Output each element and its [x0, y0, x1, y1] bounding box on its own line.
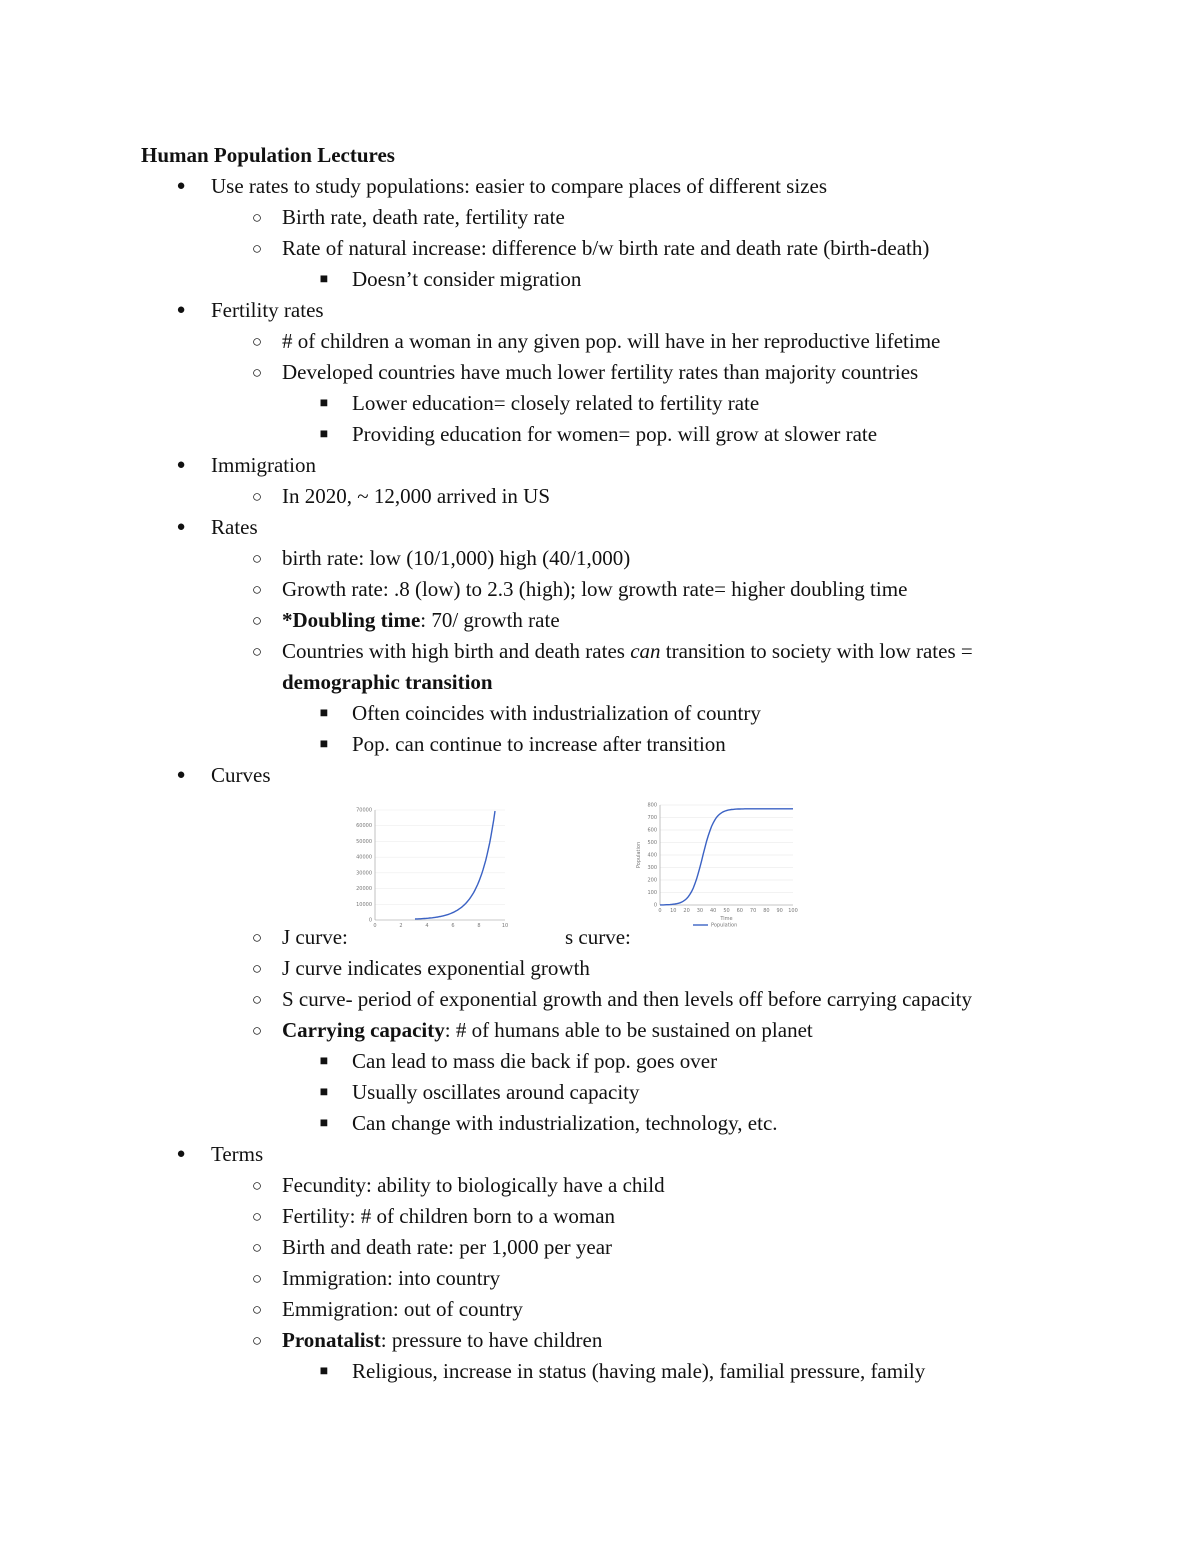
item-text: Growth rate: .8 (low) to 2.3 (high); low growth rate= higher doubling time [282, 577, 908, 601]
term-demographic-transition: demographic transition [282, 670, 493, 694]
bullet-icon: ■ [319, 737, 329, 752]
y-tick-label: 300 [647, 865, 657, 871]
list-item [319, 729, 726, 760]
list-item [176, 171, 828, 202]
list-item [251, 574, 908, 605]
term-doubling-time: *Doubling time [282, 608, 421, 632]
x-tick-label: 80 [763, 908, 770, 914]
list-item [319, 1077, 640, 1108]
bullet-icon: ● [176, 1146, 186, 1162]
y-tick-label: 0 [368, 917, 372, 924]
item-text: J curve indicates exponential growth [282, 956, 590, 980]
item-text: Usually oscillates around capacity [352, 1080, 640, 1104]
list-item [319, 698, 761, 729]
bullet-icon: ● [176, 457, 186, 473]
x-tick-label: 6 [451, 923, 455, 929]
x-tick-label: 8 [477, 923, 481, 929]
s-curve-chart [628, 795, 800, 945]
list-item [251, 202, 565, 233]
y-axis-label: Population [636, 841, 642, 869]
bullet-icon: ○ [251, 363, 263, 382]
x-tick-label: 0 [373, 923, 377, 929]
bullet-icon: ○ [251, 1269, 263, 1288]
j-curve-svg [345, 802, 520, 932]
item-text: Birth rate, death rate, fertility rate [282, 205, 565, 229]
x-tick-label: 40 [710, 908, 717, 914]
list-item [251, 953, 590, 984]
bullet-icon: ■ [319, 1054, 329, 1069]
bullet-icon: ● [176, 178, 186, 194]
legend-label: Population [711, 922, 738, 929]
list-item [319, 1046, 718, 1077]
bullet-icon: ■ [319, 396, 329, 411]
item-text: Emmigration: out of country [282, 1297, 523, 1321]
bullet-icon: ● [176, 767, 186, 783]
y-tick-label: 700 [647, 815, 657, 821]
list-item [176, 1139, 264, 1170]
bullet-icon: ● [176, 519, 186, 535]
bullet-icon: ○ [251, 239, 263, 258]
x-tick-label: 4 [425, 923, 429, 929]
page-title: Human Population Lectures [141, 143, 395, 167]
list-item [251, 1170, 665, 1201]
bullet-icon: ○ [251, 208, 263, 227]
x-tick-label: 70 [749, 908, 757, 914]
list-item [176, 450, 316, 481]
bullet-icon: ○ [251, 1238, 263, 1257]
bullet-icon: ○ [251, 1300, 263, 1319]
list-item [251, 1201, 616, 1232]
item-text: Can change with industrialization, technology, etc. [352, 1111, 778, 1135]
list-item [251, 1294, 523, 1325]
s-curve-line [660, 809, 793, 905]
bullet-icon: ○ [251, 332, 263, 351]
item-text: Can lead to mass die back if pop. goes over [352, 1049, 718, 1073]
item-text: Fertility: # of children born to a woman [282, 1204, 616, 1228]
item-text: : pressure to have children [380, 1328, 603, 1352]
bullet-icon: ■ [319, 1085, 329, 1100]
item-text: S curve- period of exponential growth and then levels off before carrying capacity [282, 987, 973, 1011]
x-tick-label: 0 [658, 908, 662, 914]
list-item [319, 1356, 926, 1387]
item-text: Often coincides with industrialization of country [352, 701, 761, 725]
x-tick-label: 60 [736, 908, 743, 914]
bullet-icon: ○ [251, 642, 263, 661]
item-text: Immigration: into country [282, 1266, 501, 1290]
bullet-icon: ○ [251, 928, 263, 947]
list-item [251, 984, 973, 1015]
item-text: J curve: [282, 925, 348, 949]
bullet-icon: ○ [251, 1207, 263, 1226]
y-tick-label: 400 [647, 852, 657, 859]
item-text: Immigration [211, 453, 316, 477]
item-text: Rates [211, 515, 258, 539]
list-item [251, 1325, 603, 1356]
y-tick-label: 800 [647, 802, 657, 809]
s-curve-label: s curve: [565, 925, 631, 949]
term-carrying-capacity: Carrying capacity [282, 1018, 445, 1042]
list-item [319, 388, 760, 419]
item-text: Religious, increase in status (having male), familial pressure, family [352, 1359, 926, 1383]
bullet-icon: ■ [319, 1116, 329, 1131]
list-item [251, 326, 941, 357]
bullet-icon: ○ [251, 549, 263, 568]
y-tick-label: 0 [653, 902, 657, 909]
list-item-continuation [282, 667, 493, 698]
bullet-icon: ○ [251, 959, 263, 978]
y-tick-label: 20000 [356, 886, 372, 893]
list-item [251, 1015, 813, 1046]
list-item [251, 233, 930, 264]
list-item [251, 922, 348, 953]
y-tick-label: 70000 [356, 807, 372, 814]
y-tick-label: 500 [647, 840, 657, 846]
y-tick-label: 10000 [356, 901, 372, 908]
bullet-icon: ○ [251, 990, 263, 1009]
y-tick-label: 30000 [356, 870, 372, 877]
bullet-icon: ○ [251, 1021, 263, 1040]
item-text: Fertility rates [211, 298, 324, 322]
x-tick-label: 20 [683, 908, 690, 914]
list-item [251, 605, 560, 636]
bullet-icon: ○ [251, 611, 263, 630]
j-curve-line [415, 811, 495, 919]
bullet-icon: ■ [319, 706, 329, 721]
bullet-icon: ■ [319, 272, 329, 287]
item-text: Doesn’t consider migration [352, 267, 582, 291]
y-tick-label: 60000 [356, 823, 372, 830]
list-item [251, 543, 631, 574]
y-tick-label: 100 [647, 890, 657, 896]
list-item [251, 357, 919, 388]
list-item [251, 636, 973, 667]
bullet-icon: ■ [319, 427, 329, 442]
item-text: Countries with high birth and death rates [282, 639, 631, 663]
x-tick-label: 30 [696, 908, 704, 914]
list-item [319, 264, 582, 295]
list-item [251, 481, 550, 512]
bullet-icon: ○ [251, 1176, 263, 1195]
y-tick-label: 200 [647, 877, 657, 884]
x-tick-label: 100 [788, 908, 798, 914]
item-text: Rate of natural increase: difference b/w birth rate and death rate (birth-death) [282, 236, 930, 260]
x-tick-label: 10 [501, 923, 509, 929]
item-text: Developed countries have much lower fertility rates than majority countries [282, 360, 919, 384]
y-tick-label: 600 [647, 827, 657, 834]
bullet-icon: ○ [251, 487, 263, 506]
x-tick-label: 2 [399, 923, 403, 929]
item-text: : # of humans able to be sustained on planet [444, 1018, 813, 1042]
bullet-icon: ○ [251, 1331, 263, 1350]
bullet-icon: ○ [251, 580, 263, 599]
list-item [251, 1232, 613, 1263]
list-item [176, 295, 324, 326]
item-text: Providing education for women= pop. will grow at slower rate [352, 422, 878, 446]
x-tick-label: 90 [776, 908, 783, 914]
item-text: transition to society with low rates = [660, 639, 973, 663]
j-curve-chart [345, 802, 520, 932]
y-tick-label: 40000 [356, 854, 372, 861]
item-text: # of children a woman in any given pop. will have in her reproductive lifetime [282, 329, 941, 353]
s-curve-svg [628, 795, 800, 945]
list-item [319, 1108, 778, 1139]
list-item [176, 760, 271, 791]
emphasis-can: can [630, 639, 661, 663]
item-text: Birth and death rate: per 1,000 per year [282, 1235, 613, 1259]
item-text: Curves [211, 763, 271, 787]
item-text: Fecundity: ability to biologically have a child [282, 1173, 665, 1197]
list-item [176, 512, 258, 543]
item-text: In 2020, ~ 12,000 arrived in US [282, 484, 550, 508]
item-text: Terms [211, 1142, 264, 1166]
bullet-icon: ● [176, 302, 186, 318]
item-text: Use rates to study populations: easier to compare places of different sizes [211, 174, 828, 198]
item-text: : 70/ growth rate [420, 608, 560, 632]
y-tick-label: 50000 [356, 838, 372, 845]
term-pronatalist: Pronatalist [282, 1328, 381, 1352]
item-text: Pop. can continue to increase after transition [352, 732, 726, 756]
bullet-icon: ■ [319, 1364, 329, 1379]
list-item [251, 1263, 501, 1294]
item-text: birth rate: low (10/1,000) high (40/1,000) [282, 546, 631, 570]
item-text: Lower education= closely related to fertility rate [352, 391, 760, 415]
x-axis-label: Time [720, 916, 733, 922]
x-tick-label: 10 [670, 908, 677, 914]
list-item [319, 419, 878, 450]
x-tick-label: 50 [723, 908, 730, 914]
